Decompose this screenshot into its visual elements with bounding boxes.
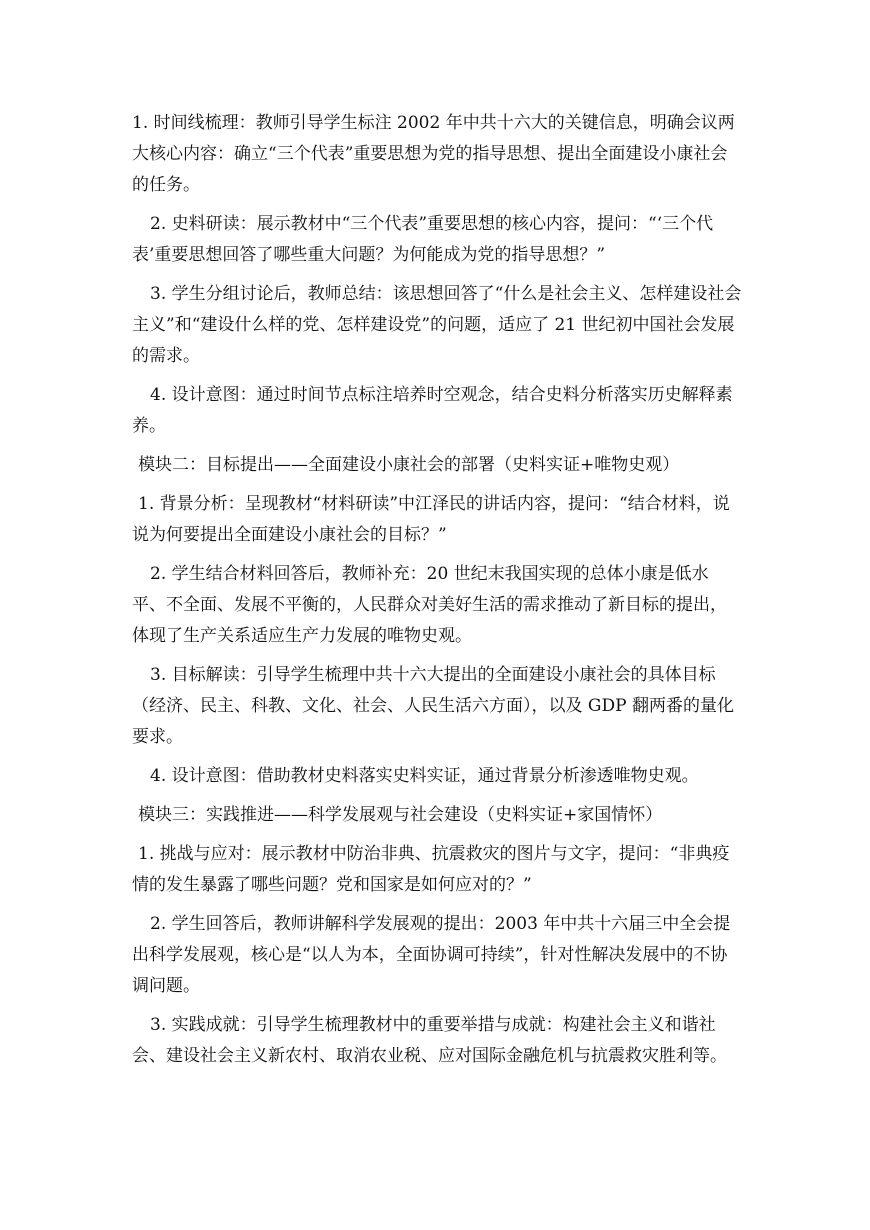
paragraph-group-discussion: 3. 学生分组讨论后，教师总结：该思想回答了“什么是社会主义、怎样建设社会主义”和“建设什么样的党、怎样建设党”的问题，适应了 21 世纪初中国社会发展的需求。 bbox=[132, 284, 742, 366]
paragraph-teacher-supplement: 2. 学生结合材料回答后，教师补充：20 世纪末我国实现的总体小康是低水平、不全面、发展不平衡的，人民群众对美好生活的需求推动了新目标的提出，体现了生产关系适应生产力发展的唯物史观。 bbox=[132, 564, 727, 646]
paragraph-design-intent-1: 4. 设计意图：通过时间节点标注培养时空观念，结合史料分析落实历史解释素养。 bbox=[132, 385, 733, 436]
paragraph-goal-interpretation: 3. 目标解读：引导学生梳理中共十六大提出的全面建设小康社会的具体目标（经济、民主、科教、文化、社会、人民生活六方面），以及 GDP 翻两番的量化要求。 bbox=[132, 665, 734, 747]
paragraph-scientific-development: 2. 学生回答后，教师讲解科学发展观的提出：2003 年中共十六届三中全会提出科学发展观，核心是“以人为本，全面协调可持续”，针对性解决发展中的不协调问题。 bbox=[132, 914, 731, 996]
paragraph-challenge-response: 1. 挑战与应对：展示教材中防治非典、抗震救灾的图片与文字，提问：“非典疫情的发生暴露了哪些问题？党和国家是如何应对的？” bbox=[132, 844, 730, 895]
module-three-heading: 模块三：实践推进——科学发展观与社会建设（史料实证+家国情怀） bbox=[138, 805, 663, 825]
paragraph-design-intent-2: 4. 设计意图：借助教材史料落实史料实证，通过背景分析渗透唯物史观。 bbox=[150, 766, 699, 786]
paragraph-timeline: 1. 时间线梳理：教师引导学生标注 2002 年中共十六大的关键信息，明确会议两大核心内容：确立“三个代表”重要思想为党的指导思想、提出全面建设小康社会的任务。 bbox=[132, 113, 735, 195]
module-two-heading: 模块二：目标提出——全面建设小康社会的部署（史料实证+唯物史观） bbox=[138, 455, 680, 475]
document-body bbox=[132, 108, 742, 1080]
paragraph-background-analysis: 1. 背景分析：呈现教材“材料研读”中江泽民的讲话内容，提问：“结合材料，说说为何要提出全面建设小康社会的目标？” bbox=[132, 494, 730, 545]
paragraph-source-reading: 2. 史料研读：展示教材中“三个代表”重要思想的核心内容，提问：“‘三个代表’重要思想回答了哪些重大问题？为何能成为党的指导思想？” bbox=[132, 214, 714, 265]
paragraph-practice-achievements: 3. 实践成就：引导学生梳理教材中的重要举措与成就：构建社会主义和谐社会、建设社会主义新农村、取消农业税、应对国际金融危机与抗震救灾胜利等。 bbox=[132, 1015, 727, 1066]
